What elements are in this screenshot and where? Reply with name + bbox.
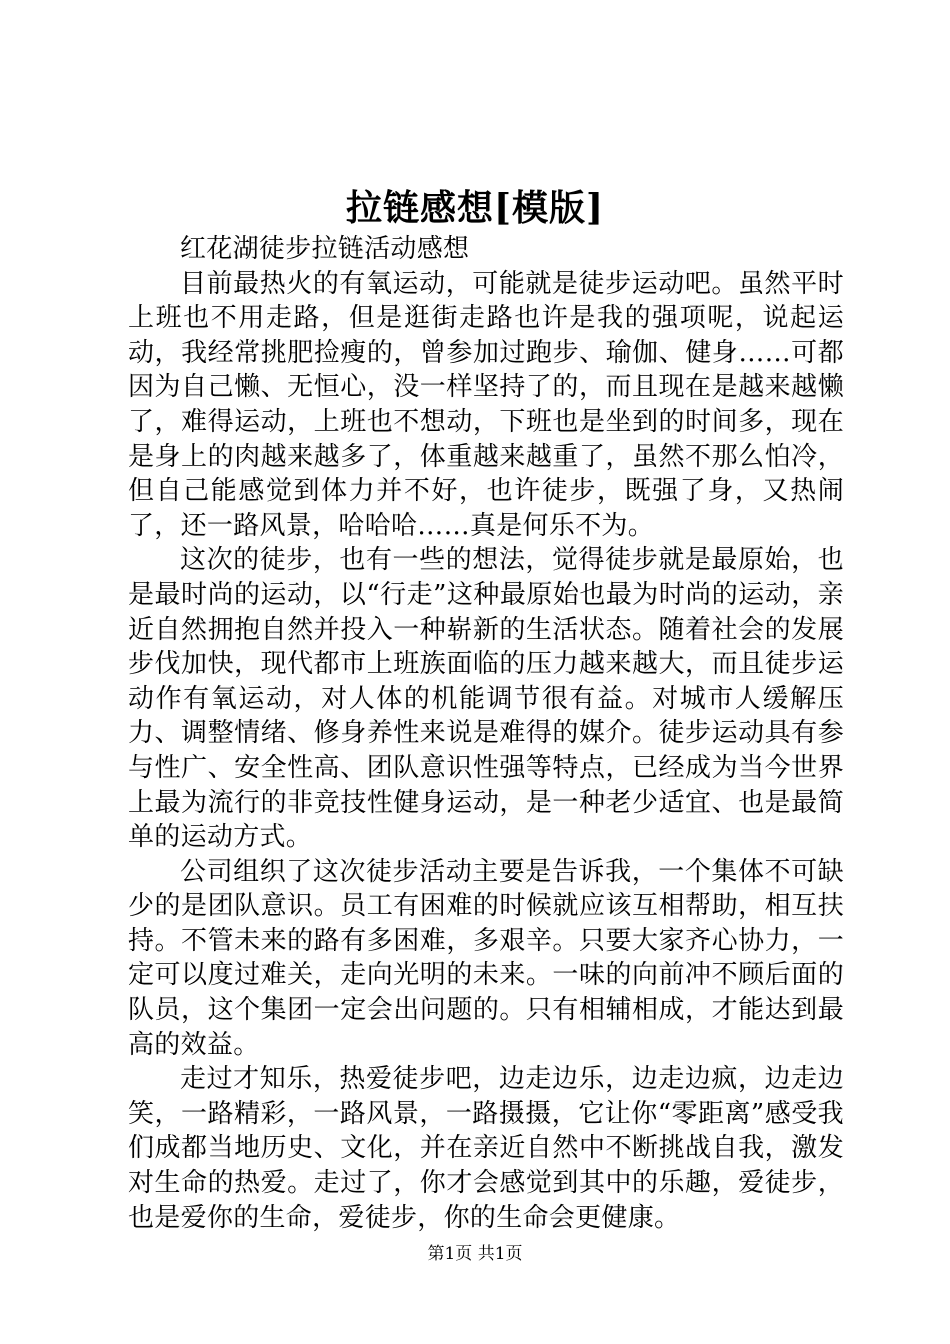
document-body bbox=[128, 232, 844, 1235]
document-title: 拉链感想[模版] bbox=[345, 187, 605, 229]
body-paragraph: 目前最热火的有氧运动，可能就是徒步运动吧。虽然平时上班也不用走路，但是逛街走路也许是我的强项呢，说起运动，我经常挑肥捡瘦的，曾参加过跑步、瑜伽、健身……可都因为自己懒、无恒心，没一样坚持了的，而且现在是越来越懒了，难得运动，上班也不想动，下班也是坐到的时间多，现在是身上的肉越来越多了，体重越来越重了，虽然不那么怕冷，但自己能感觉到体力并不好，也许徒步，既强了身，又热闹了，还一路风景，哈哈哈……真是何乐不为。 bbox=[128, 268, 844, 541]
subtitle-paragraph: 红花湖徒步拉链活动感想 bbox=[180, 234, 470, 264]
body-paragraph: 这次的徒步，也有一些的想法，觉得徒步就是最原始，也是最时尚的运动，以“行走”这种最原始也最为时尚的运动，亲近自然拥抱自然并投入一种崭新的生活状态。随着社会的发展步伐加快，现代都市上班族面临的压力越来越大，而且徒步运动作有氧运动，对人体的机能调节很有益。对城市人缓解压力、调整情绪、修身养性来说是难得的媒介。徒步运动具有参与性广、安全性高、团队意识性强等特点，已经成为当今世界上最为流行的非竞技性健身运动，是一种老少适宜、也是最简单的运动方式。 bbox=[128, 545, 844, 853]
page-footer: 第1页 共1页 bbox=[427, 1244, 523, 1264]
body-paragraph: 走过才知乐，热爱徒步吧，边走边乐，边走边疯，边走边笑，一路精彩，一路风景，一路摄摄，它让你“零距离”感受我们成都当地历史、文化，并在亲近自然中不断挑战自我，激发对生命的热爱。走过了，你才会感觉到其中的乐趣，爱徒步，也是爱你的生命，爱徒步，你的生命会更健康。 bbox=[128, 1064, 844, 1233]
body-paragraph: 公司组织了这次徒步活动主要是告诉我，一个集体不可缺少的是团队意识。员工有困难的时候就应该互相帮助，相互扶持。不管未来的路有多困难，多艰辛。只要大家齐心协力，一定可以度过难关，走向光明的未来。一味的向前冲不顾后面的队员，这个集团一定会出问题的。只有相辅相成，才能达到最高的效益。 bbox=[128, 856, 844, 1060]
